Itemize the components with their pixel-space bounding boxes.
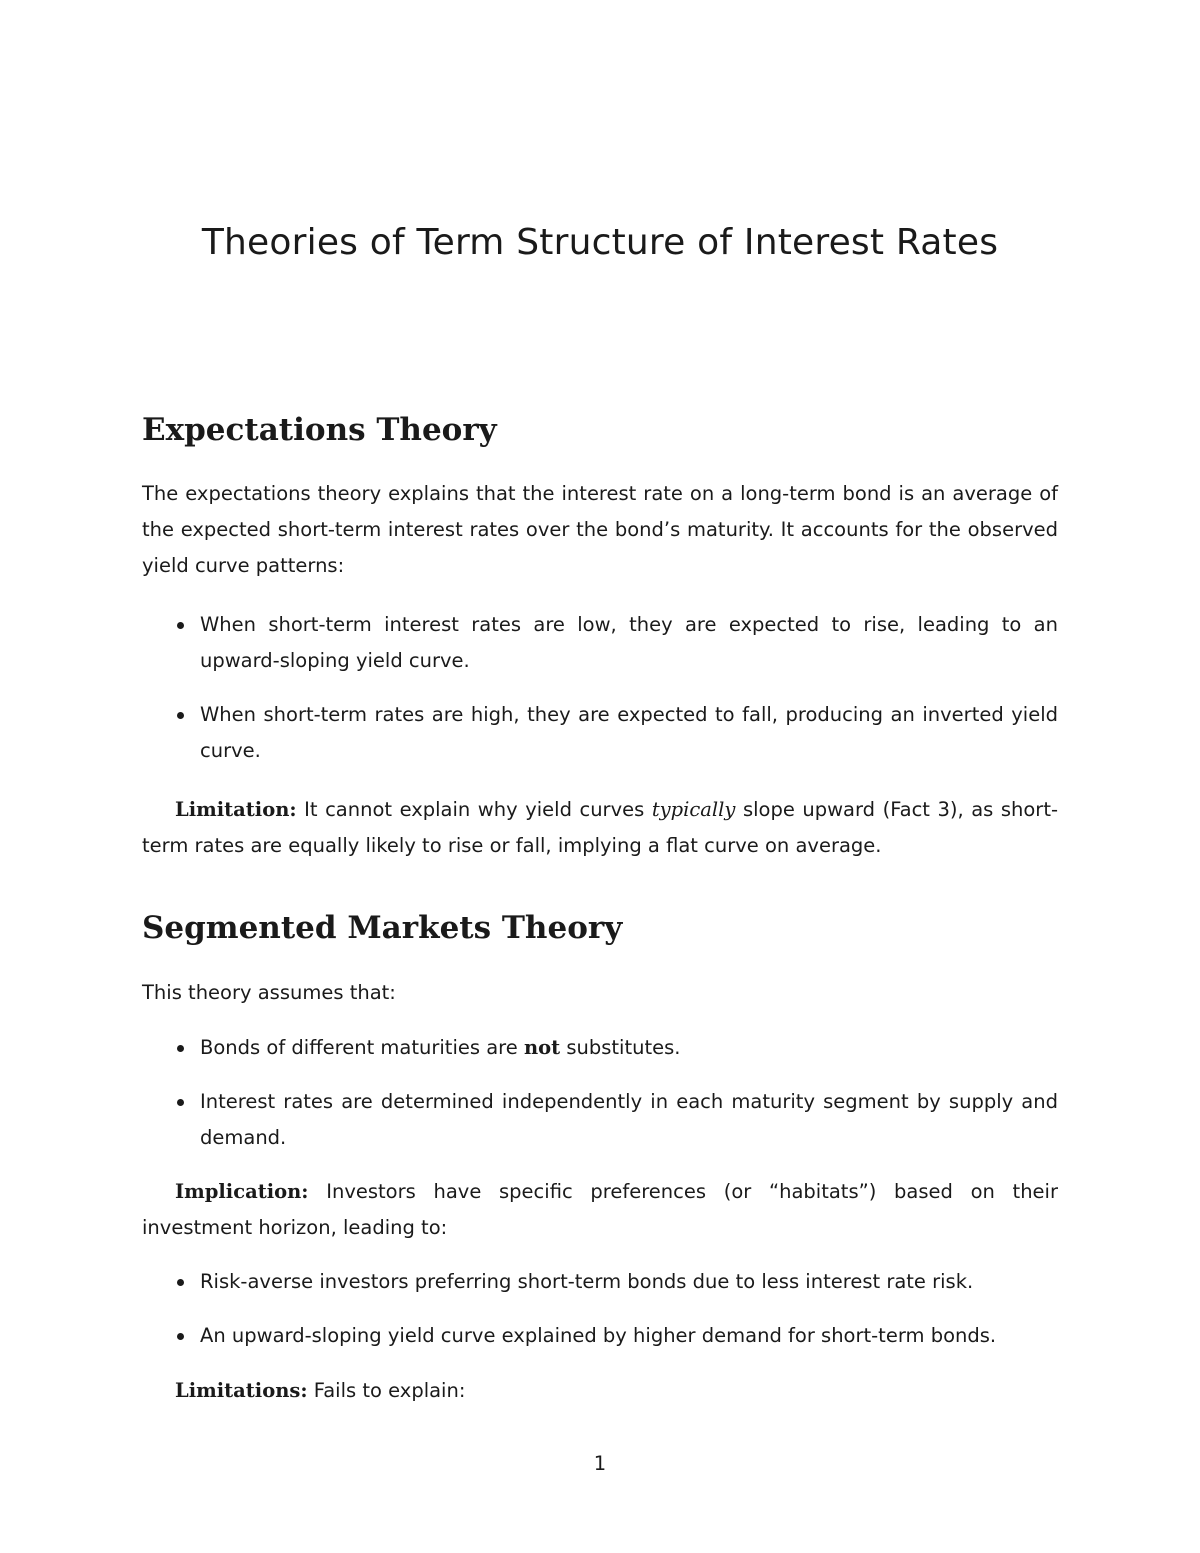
list-item bbox=[142, 607, 1058, 679]
limitation-text-after: slope upward (Fact 3), as short-term rates are equally likely to rise or fall, implying a flat curve on average. bbox=[142, 798, 1058, 857]
bullet-icon bbox=[177, 712, 184, 719]
segmented-intro: This theory assumes that: bbox=[142, 981, 396, 1004]
limitation-emphasis: typically bbox=[651, 798, 736, 821]
expectations-limitation bbox=[142, 792, 1058, 864]
bullet-text-after: substitutes. bbox=[560, 1036, 681, 1059]
limitations-text: Fails to explain: bbox=[307, 1379, 466, 1402]
list-item-text: Risk-averse investors preferring short-term bonds due to less interest rate risk. bbox=[200, 1270, 974, 1293]
expectations-bullet-list bbox=[142, 607, 1058, 769]
list-item-text: When short-term rates are high, they are expected to fall, producing an inverted yield curve. bbox=[200, 703, 1058, 762]
list-item-text: When short-term interest rates are low, they are expected to rise, leading to an upward-sloping yield curve. bbox=[200, 613, 1058, 672]
segmented-bullet-list bbox=[142, 1030, 1058, 1156]
limitation-label: Limitation: bbox=[175, 798, 297, 821]
page-title: Theories of Term Structure of Interest Rates bbox=[201, 222, 999, 263]
list-item-text: An upward-sloping yield curve explained by higher demand for short-term bonds. bbox=[200, 1324, 997, 1347]
list-item bbox=[142, 1084, 1058, 1156]
bullet-emphasis: not bbox=[523, 1036, 561, 1059]
segmented-limitations bbox=[142, 1373, 1058, 1409]
list-item bbox=[142, 1030, 1058, 1066]
page-number: 1 bbox=[593, 1452, 607, 1475]
section-heading-expectations: Expectations Theory bbox=[142, 412, 497, 448]
section-heading-segmented: Segmented Markets Theory bbox=[142, 910, 623, 946]
segmented-implication bbox=[142, 1174, 1058, 1246]
bullet-icon bbox=[177, 622, 184, 629]
list-item-text: Interest rates are determined independently in each maturity segment by supply and demand. bbox=[200, 1090, 1058, 1149]
list-item bbox=[142, 1318, 1058, 1354]
implication-text: Investors have specific preferences (or “habitats”) based on their investment horizon, leading to: bbox=[142, 1180, 1058, 1239]
bullet-text-before: Bonds of different maturities are bbox=[200, 1036, 524, 1059]
implication-label: Implication: bbox=[175, 1180, 309, 1203]
expectations-intro: The expectations theory explains that the interest rate on a long-term bond is an average of the expected short-term interest rates over the bond’s maturity. It accounts for the observed yield curve patterns: bbox=[142, 482, 1058, 577]
limitation-text-before: It cannot explain why yield curves bbox=[296, 798, 652, 821]
limitations-label: Limitations: bbox=[175, 1379, 308, 1402]
list-item bbox=[142, 1264, 1058, 1300]
list-item bbox=[142, 697, 1058, 769]
implication-bullet-list bbox=[142, 1264, 1058, 1354]
bullet-icon bbox=[177, 1333, 184, 1340]
bullet-icon bbox=[177, 1099, 184, 1106]
bullet-icon bbox=[177, 1045, 184, 1052]
bullet-icon bbox=[177, 1279, 184, 1286]
